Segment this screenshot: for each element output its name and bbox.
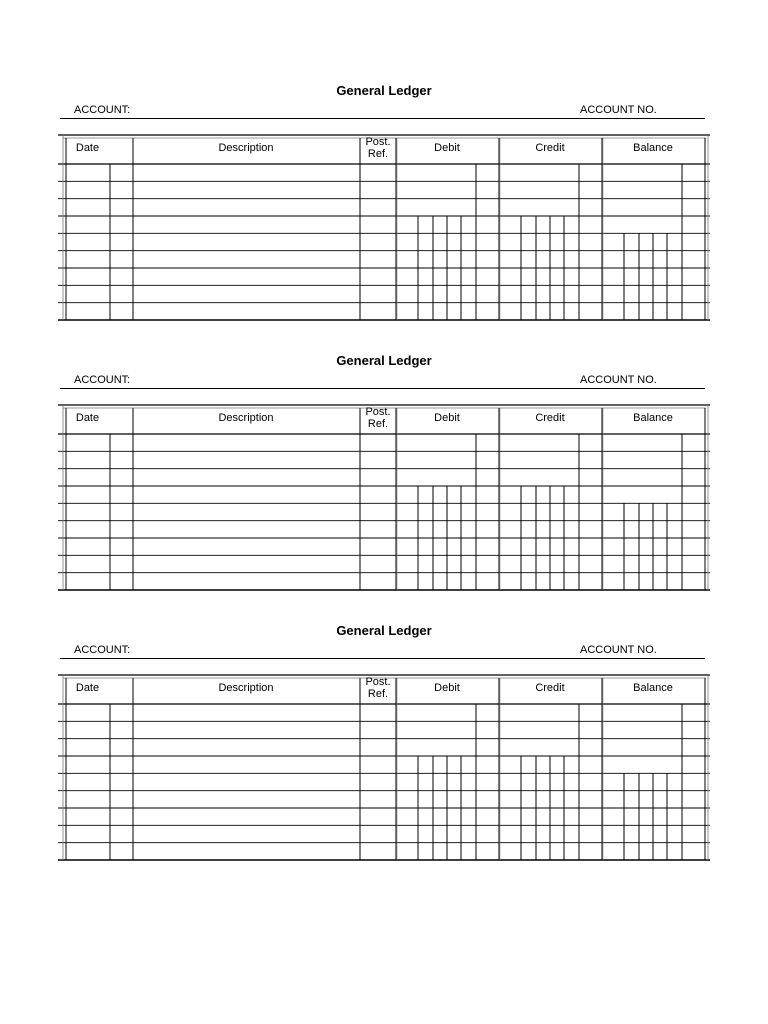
column-header-credit: Credit — [535, 682, 565, 694]
column-header-post-ref: Post. Ref. — [365, 676, 391, 700]
column-header-description: Description — [218, 142, 274, 154]
column-header-date: Date — [75, 682, 100, 694]
account-no-label: ACCOUNT NO. — [580, 644, 657, 656]
ledger-grid — [0, 623, 768, 873]
account-label: ACCOUNT: — [74, 374, 131, 386]
column-header-credit: Credit — [535, 142, 565, 154]
ledger-grid — [0, 83, 768, 333]
column-header-debit: Debit — [434, 682, 460, 694]
column-header-credit: Credit — [535, 412, 565, 424]
ledger-title: General Ledger — [336, 353, 432, 368]
ledger-1 — [0, 83, 768, 333]
column-header-debit: Debit — [434, 142, 460, 154]
account-label: ACCOUNT: — [74, 644, 131, 656]
account-no-label: ACCOUNT NO. — [580, 374, 657, 386]
account-label: ACCOUNT: — [74, 104, 131, 116]
account-no-label: ACCOUNT NO. — [580, 104, 657, 116]
ledger-3 — [0, 623, 768, 873]
column-header-post-ref: Post. Ref. — [365, 136, 391, 160]
ledger-title: General Ledger — [336, 623, 432, 638]
ledger-title: General Ledger — [336, 83, 432, 98]
ledger-grid — [0, 353, 768, 603]
column-header-post-ref: Post. Ref. — [365, 406, 391, 430]
column-header-date: Date — [75, 412, 100, 424]
ledger-2 — [0, 353, 768, 603]
column-header-debit: Debit — [434, 412, 460, 424]
column-header-description: Description — [218, 412, 274, 424]
column-header-balance: Balance — [633, 412, 673, 424]
column-header-date: Date — [75, 142, 100, 154]
column-header-description: Description — [218, 682, 274, 694]
column-header-balance: Balance — [633, 682, 673, 694]
column-header-balance: Balance — [633, 142, 673, 154]
